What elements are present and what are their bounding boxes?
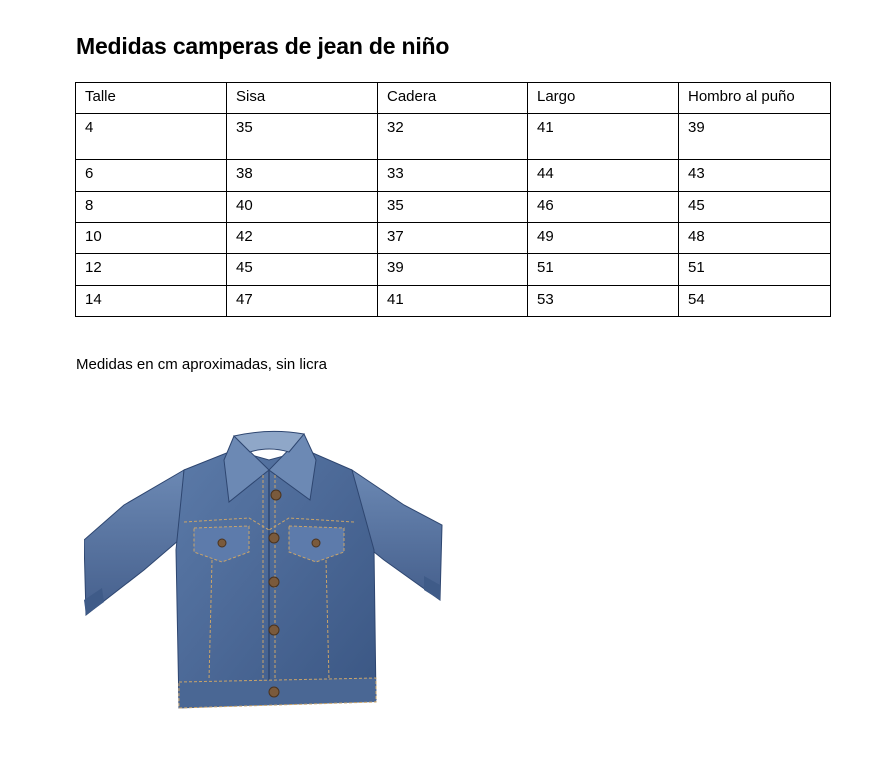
table-cell: 35	[378, 192, 528, 223]
table-cell: 10	[76, 223, 227, 254]
table-cell: 44	[528, 160, 679, 192]
table-row	[76, 223, 831, 254]
table-cell: 35	[227, 114, 378, 160]
header-largo: Largo	[528, 83, 679, 114]
denim-jacket-icon	[84, 430, 444, 725]
header-sisa: Sisa	[227, 83, 378, 114]
table-cell: 47	[227, 286, 378, 317]
table-row	[76, 160, 831, 192]
table-cell: 33	[378, 160, 528, 192]
table-cell: 14	[76, 286, 227, 317]
table-cell: 45	[227, 254, 378, 286]
table-cell: 49	[528, 223, 679, 254]
measurement-note: Medidas en cm aproximadas, sin licra	[76, 356, 327, 373]
table-row	[76, 254, 831, 286]
page-title: Medidas camperas de jean de niño	[76, 33, 450, 59]
table-cell: 38	[227, 160, 378, 192]
table-cell: 8	[76, 192, 227, 223]
table-cell: 41	[378, 286, 528, 317]
table-cell: 39	[679, 114, 831, 160]
table-cell: 37	[378, 223, 528, 254]
table-cell: 40	[227, 192, 378, 223]
table-cell: 6	[76, 160, 227, 192]
table-row	[76, 114, 831, 160]
table-row	[76, 286, 831, 317]
table-cell: 51	[528, 254, 679, 286]
table-cell: 4	[76, 114, 227, 160]
table-row	[76, 192, 831, 223]
table-cell: 51	[679, 254, 831, 286]
header-cadera: Cadera	[378, 83, 528, 114]
table-cell: 39	[378, 254, 528, 286]
table-cell: 12	[76, 254, 227, 286]
header-hombro-al-puno: Hombro al puño	[679, 83, 831, 114]
table-cell: 43	[679, 160, 831, 192]
table-cell: 46	[528, 192, 679, 223]
table-cell: 53	[528, 286, 679, 317]
table-cell: 42	[227, 223, 378, 254]
size-table	[75, 82, 831, 317]
table-cell: 41	[528, 114, 679, 160]
table-cell: 48	[679, 223, 831, 254]
table-cell: 54	[679, 286, 831, 317]
table-cell: 32	[378, 114, 528, 160]
table-header-row	[76, 83, 831, 114]
table-cell: 45	[679, 192, 831, 223]
header-talle: Talle	[76, 83, 227, 114]
